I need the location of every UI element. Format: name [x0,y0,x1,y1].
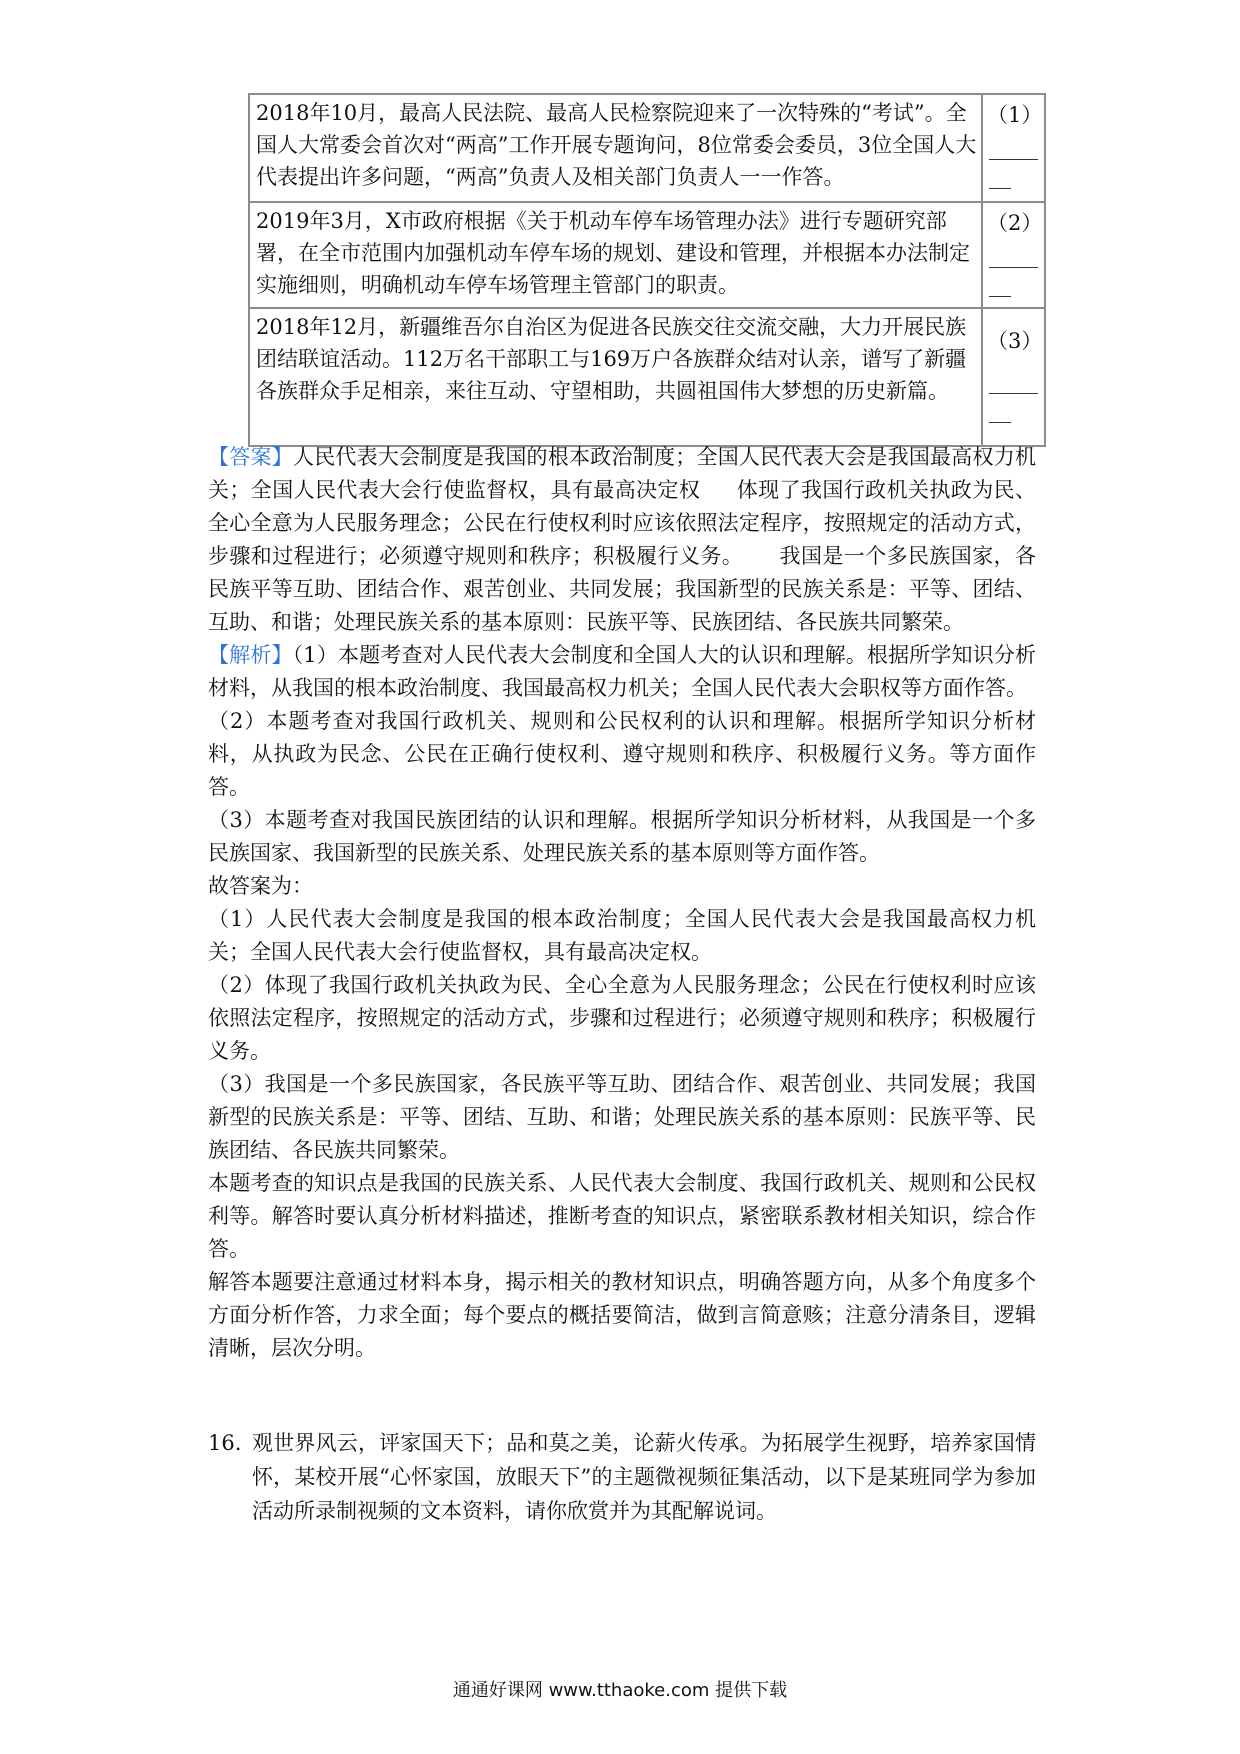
question-16 [208,1426,1036,1528]
analysis-paragraph: （3）本题考查对我国民族团结的认识和理解。根据所学知识分析材料，从我国是一个多民族国家、我国新型的民族关系、处理民族关系的基本原则等方面作答。 [208,808,1036,865]
blank-line [989,239,1038,268]
material-cell: 2018年12月，新疆维吾尔自治区为促进各民族交往交流交融，大力开展民族团结联谊活动。112万名干部职工与169万户各族群众结对认亲，谱写了新疆各族群众手足相亲，来往互动、守望相助，共圆祖国伟大梦想的历史新篇。 [249,308,982,446]
table-row [249,308,1045,446]
blank-line [989,394,1011,423]
answer-tag: 【答案】 [208,445,293,469]
answer-label: （2） [987,211,1043,235]
blank-line [989,131,1038,160]
table-row [249,94,1045,202]
answer-analysis-section [208,441,1036,1365]
answer-blank-cell[interactable] [982,308,1045,446]
question-text: 观世界风云，评家国天下；品和莫之美，论薪火传承。为拓展学生视野，培养家国情怀，某校开展“心怀家国，放眼天下”的主题微视频征集活动，以下是某班同学为参加活动所录制视频的文本资料，请你欣赏并为其配解说词。 [252,1431,1036,1523]
answer-label: （1） [987,103,1043,127]
blank-line [989,268,1011,297]
answer-paragraph [208,441,1036,639]
page-footer: 通通好课网 www.tthaoke.com 提供下载 [452,1680,788,1701]
answer-part-2: 体现了我国行政机关执政为民、全心全意为人民服务理念；公民在行使权利时应该依照法定程序，按照规定的活动方式，步骤和过程进行；必须遵守规则和秩序；积极履行义务。 [208,478,1037,568]
analysis-paragraph: 本题考查的知识点是我国的民族关系、人民代表大会制度、我国行政机关、规则和公民权利等。解答时要认真分析材料描述，推断考查的知识点，紧密联系教材相关知识，综合作答。 [208,1171,1036,1261]
answer-part-1: 人民代表大会制度是我国的根本政治制度；全国人民代表大会是我国最高权力机关；全国人民代表大会行使监督权，具有最高决定权 [208,445,1037,502]
question-number: 16. [208,1431,242,1455]
analysis-paragraph: 解答本题要注意通过材料本身，揭示相关的教材知识点，明确答题方向，从多个角度多个方面分析作答，力求全面；每个要点的概括要简洁，做到言简意赅；注意分清条目，逻辑清晰，层次分明。 [208,1270,1036,1360]
analysis-text: （1）本题考查对人民代表大会制度和全国人大的认识和理解。根据所学知识分析材料，从我国的根本政治制度、我国最高权力机关；全国人民代表大会职权等方面作答。 [208,643,1037,700]
material-table [248,93,1046,447]
analysis-paragraph [208,639,1036,705]
blank-line [989,365,1038,394]
analysis-paragraph: （3）我国是一个多民族国家，各民族平等互助、团结合作、艰苦创业、共同发展；我国新型的民族关系是：平等、团结、互助、和谐；处理民族关系的基本原则：民族平等、民族团结、各民族共同繁荣。 [208,1072,1036,1162]
analysis-tag: 【解析】 [208,643,293,667]
answer-label: （3） [987,329,1043,353]
material-cell: 2018年10月，最高人民法院、最高人民检察院迎来了一次特殊的“考试”。全国人大常委会首次对“两高”工作开展专题询问，8位常委会委员，3位全国人大代表提出许多问题，“两高”负责人及相关部门负责人一一作答。 [249,94,982,202]
analysis-paragraph: 故答案为： [208,874,313,898]
answer-part-3: 我国是一个多民族国家，各民族平等互助、团结合作、艰苦创业、共同发展；我国新型的民族关系是：平等、团结、互助、和谐；处理民族关系的基本原则：民族平等、民族团结、各民族共同繁荣。 [208,544,1037,634]
analysis-paragraph: （1）人民代表大会制度是我国的根本政治制度；全国人民代表大会是我国最高权力机关；全国人民代表大会行使监督权，具有最高决定权。 [208,907,1036,964]
answer-blank-cell[interactable] [982,202,1045,308]
answer-blank-cell[interactable] [982,94,1045,202]
blank-line [989,160,1011,189]
analysis-paragraph: （2）体现了我国行政机关执政为民、全心全意为人民服务理念；公民在行使权利时应该依照法定程序，按照规定的活动方式，步骤和过程进行；必须遵守规则和秩序；积极履行义务。 [208,973,1036,1063]
analysis-paragraph: （2）本题考查对我国行政机关、规则和公民权利的认识和理解。根据所学知识分析材料，从执政为民念、公民在正确行使权利、遵守规则和秩序、积极履行义务。等方面作答。 [208,709,1036,799]
table-row [249,202,1045,308]
material-cell: 2019年3月，X市政府根据《关于机动车停车场管理办法》进行专题研究部署，在全市范围内加强机动车停车场的规划、建设和管理，并根据本办法制定实施细则，明确机动车停车场管理主管部门的职责。 [249,202,982,308]
